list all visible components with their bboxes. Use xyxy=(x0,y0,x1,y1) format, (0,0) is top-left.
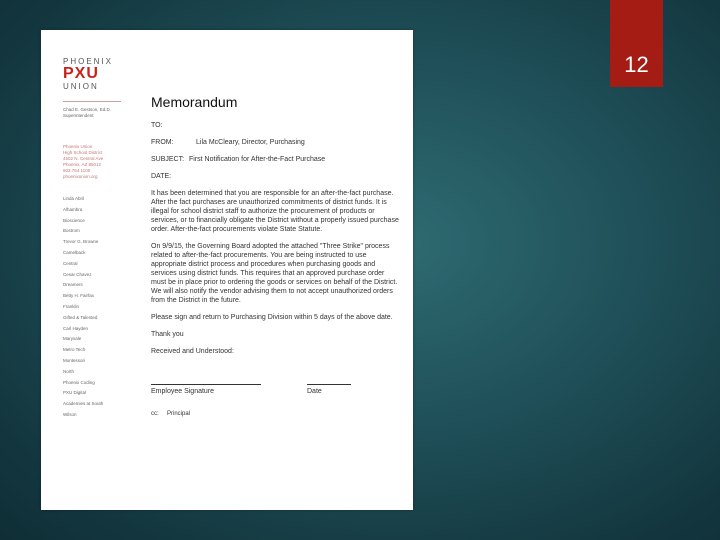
school-item: Carl Hayden xyxy=(63,325,89,331)
date-signature-line: Date xyxy=(307,384,351,396)
address-line: Phoenix, AZ 85012 xyxy=(63,162,102,167)
school-item: Cesar Chavez xyxy=(63,271,92,277)
paragraph-1: It has been determined that you are responsible for an after-the-fact purchase. After the fact purchases are unauthorized commitments of district funds. It is illegal for school district staff to authorize the procurement of products or services, or to financially obligate the District without a properly issued purchase order. After-the-fact procurements violate State Statute. xyxy=(151,190,399,233)
cc-label: cc: xyxy=(151,411,159,417)
school-item: Trevor G. Browne xyxy=(63,239,99,245)
school-item: North xyxy=(63,368,75,374)
logo-divider xyxy=(63,101,121,102)
school-item: Dreamers xyxy=(63,282,83,288)
school-item: Gifted & Talented xyxy=(63,314,98,320)
memo-document xyxy=(41,30,413,510)
superintendent-block xyxy=(63,107,143,119)
school-item: Camelback xyxy=(63,249,86,255)
slide-number: 12 xyxy=(624,52,649,77)
employee-signature-line: Employee Signature xyxy=(151,384,261,396)
date-row xyxy=(151,172,401,181)
subject-label: SUBJECT: xyxy=(151,156,185,163)
school-list xyxy=(63,196,143,423)
school-item: Wilson xyxy=(63,411,77,417)
pxu-logo xyxy=(63,57,121,102)
from-row xyxy=(151,138,401,147)
logo-line3: UNION xyxy=(63,82,99,91)
address-block xyxy=(63,144,143,180)
cc-value: Principal xyxy=(167,411,191,417)
paragraph-3: Please sign and return to Purchasing Division within 5 days of the above date. xyxy=(151,314,393,321)
school-item: Central xyxy=(63,260,78,266)
school-item: Betty H. Fairfax xyxy=(63,293,95,299)
address-line: phoenixunion.org xyxy=(63,174,98,179)
from-value: Lila McCleary, Director, Purchasing xyxy=(196,139,305,146)
memo-body xyxy=(151,94,401,419)
school-item: Bostrom xyxy=(63,228,80,234)
paragraph-2: On 9/9/15, the Governing Board adopted the attached "Three Strike" process related to after-the-fact procurements. You are being instructed to use appropriate district process and procedures when purchasing goods and services using district funds. This requires that an approved purchase order must be in place prior to ordering the goods or services on behalf of the District. We will also notify the vendor advising them to not accept unauthorized orders from the District in the future. xyxy=(151,243,398,304)
logo-line2: PXU xyxy=(63,65,99,82)
school-item: Alhambra xyxy=(63,206,83,212)
date-label: DATE: xyxy=(151,173,172,180)
slide-number-tab xyxy=(610,0,663,87)
received-understood: Received and Understood: xyxy=(151,348,234,355)
signature-row xyxy=(151,384,351,396)
superintendent-title: Superintendent xyxy=(63,113,94,118)
to-row xyxy=(151,121,401,130)
school-item: Phoenix Coding xyxy=(63,379,95,385)
school-item: Linda Abril xyxy=(63,196,85,201)
school-item: Maryvale xyxy=(63,336,82,342)
cc-row xyxy=(151,410,401,419)
school-item: Academies at South xyxy=(63,401,104,407)
superintendent-name: Chad E. Gestson, Ed.D. xyxy=(63,107,112,112)
address-line: 4502 N. Central Ave xyxy=(63,156,104,161)
address-line: Phoenix Union xyxy=(63,144,93,149)
school-item: Metro Tech xyxy=(63,347,86,353)
school-item: Montessori xyxy=(63,357,86,363)
address-line: 602.764.1100 xyxy=(63,168,91,173)
from-label: FROM: xyxy=(151,139,174,146)
memo-title: Memorandum xyxy=(151,94,238,110)
school-item: PXU Digital xyxy=(63,390,87,396)
school-item: Franklin xyxy=(63,303,80,309)
thank-you: Thank you xyxy=(151,331,184,338)
subject-row xyxy=(151,155,401,164)
logo-line1: PHOENIX xyxy=(63,57,114,66)
subject-value: First Notification for After-the-Fact Purchase xyxy=(189,156,326,163)
school-item: Bioscience xyxy=(63,217,85,223)
to-label: TO: xyxy=(151,122,163,129)
address-line: High School District xyxy=(63,150,103,155)
